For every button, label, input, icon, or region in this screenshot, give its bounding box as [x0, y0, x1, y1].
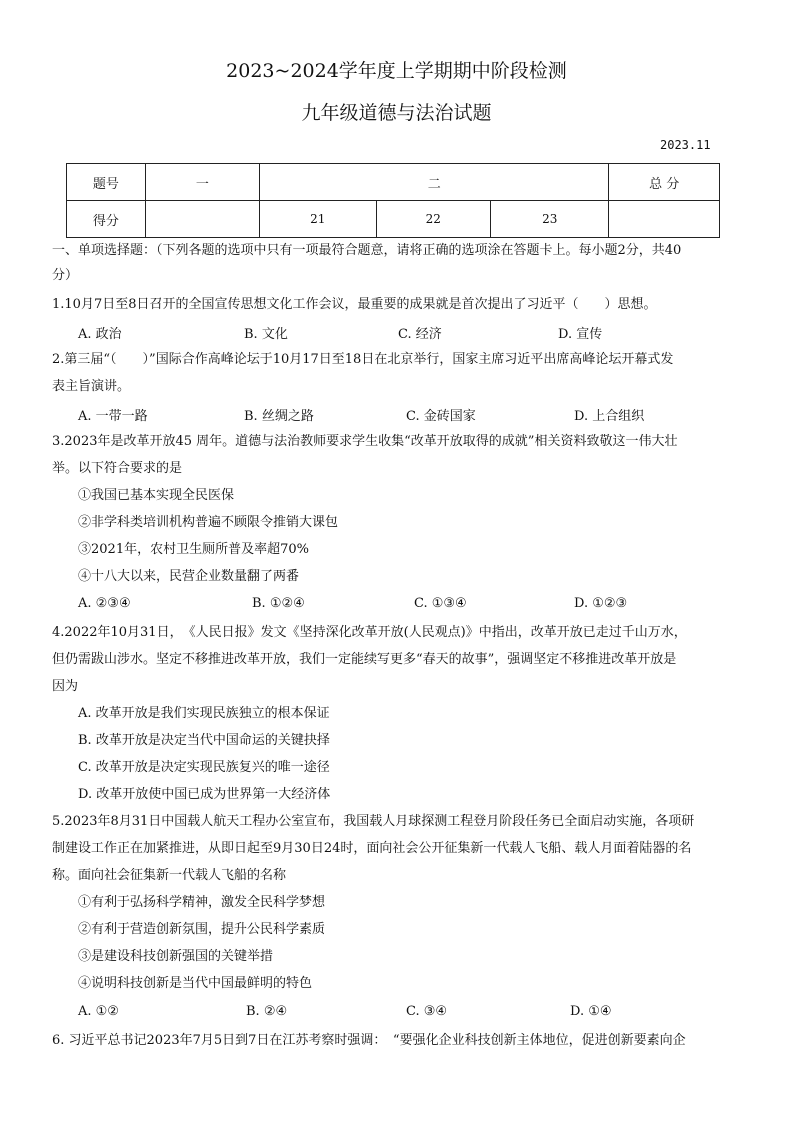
question-2-stem-cont: 表主旨演讲。: [52, 379, 131, 394]
q5-statement-2: ②有利于营造创新氛围，提升公民科学素质: [78, 922, 326, 937]
score-cell-part1-score[interactable]: [145, 201, 259, 238]
q3-option-d[interactable]: D. ①②③: [574, 596, 628, 611]
q2-option-c[interactable]: C. 金砖国家: [406, 409, 476, 424]
score-cell-part2: 二: [260, 164, 609, 201]
q5-option-b[interactable]: B. ②④: [246, 1004, 288, 1019]
q2-option-b[interactable]: B. 丝绸之路: [244, 409, 314, 424]
q5-option-d[interactable]: D. ①④: [570, 1004, 612, 1019]
score-table-score-row: [67, 201, 720, 238]
exam-date: 2023.11: [660, 138, 711, 152]
question-4-stem: 4.2022年10月31日， 《人民日报》发文《坚持深化改革开放(人民观点)》中指出，改革开放已走过千山万水，: [52, 625, 687, 640]
score-table-header-row: [67, 164, 720, 201]
q4-option-d[interactable]: D. 改革开放使中国已成为世界第一大经济体: [78, 787, 331, 802]
q3-statement-1: ①我国已基本实现全民医保: [78, 488, 235, 503]
score-cell-score-label: 得分: [67, 201, 146, 238]
question-4-stem-end: 因为: [52, 679, 79, 694]
q2-option-d[interactable]: D. 上合组织: [574, 409, 645, 424]
question-4-stem-cont: 但仍需跋山涉水。坚定不移推进改革开放，我们一定能续写更多“春天的故事”，强调坚定不移推进改革开放是: [52, 652, 677, 667]
exam-title: 2023~2024学年度上学期期中阶段检测: [226, 60, 567, 82]
score-table: [66, 163, 720, 238]
q5-option-c[interactable]: C. ③④: [406, 1004, 448, 1019]
question-6-stem: 6. 习近平总书记2023年7月5日到7日在江苏考察时强调： “要强化企业科技创新主体地位，促进创新要素向企: [52, 1033, 686, 1048]
q3-statement-4: ④十八大以来，民营企业数量翻了两番: [78, 569, 300, 584]
question-2-stem: 2.第三届“（ ）”国际合作高峰论坛于10月17日至18日在北京举行，国家主席习近平出席高峰论坛开幕式发: [52, 352, 674, 367]
score-cell-q23: 23: [491, 201, 609, 238]
score-cell-total-score[interactable]: [609, 201, 720, 238]
question-1-stem: 1.10月7日至8日召开的全国宣传思想文化工作会议，最重要的成果就是首次提出了习近平（ ）思想。: [52, 297, 657, 312]
question-5-stem-end: 称。面向社会征集新一代载人飞船的名称: [52, 868, 287, 883]
q3-option-b[interactable]: B. ①②④: [252, 596, 305, 611]
section-heading-cont: 分）: [52, 268, 79, 283]
question-5-stem: 5.2023年8月31日中国载人航天工程办公室宣布，我国载人月球探测工程登月阶段任务已全面启动实施，各项研: [52, 814, 695, 829]
exam-subtitle: 九年级道德与法治试题: [301, 102, 492, 124]
q5-statement-3: ③是建设科技创新强国的关键举措: [78, 949, 274, 964]
score-cell-part1: 一: [145, 164, 259, 201]
q3-option-a[interactable]: A. ②③④: [78, 596, 131, 611]
section-heading: 一、单项选择题：（下列各题的选项中只有一项最符合题意，请将正确的选项涂在答题卡上。每小题2分，共40: [52, 243, 682, 258]
score-cell-total: 总 分: [609, 164, 720, 201]
q5-statement-1: ①有利于弘扬科学精神，激发全民科学梦想: [78, 895, 326, 910]
question-3-stem-cont: 举。以下符合要求的是: [52, 461, 183, 476]
question-5-stem-cont: 制建设工作正在加紧推进，从即日起至9月30日24时，面向社会公开征集新一代载人飞船、载人月面着陆器的名: [52, 841, 692, 856]
q1-option-b[interactable]: B. 文化: [244, 327, 288, 342]
question-3-stem: 3.2023年是改革开放45 周年。道德与法治教师要求学生收集“改革开放取得的成就”相关资料致敬这一伟大壮: [52, 434, 678, 449]
q1-option-c[interactable]: C. 经济: [398, 327, 442, 342]
q1-option-a[interactable]: A. 政治: [78, 327, 122, 342]
score-cell-label: 题号: [67, 164, 146, 201]
q4-option-c[interactable]: C. 改革开放是决定实现民族复兴的唯一途径: [78, 760, 330, 775]
q4-option-a[interactable]: A. 改革开放是我们实现民族独立的根本保证: [78, 706, 330, 721]
score-cell-q22: 22: [376, 201, 490, 238]
q3-statement-2: ②非学科类培训机构普遍不顾限令推销大课包: [78, 515, 339, 530]
q5-option-a[interactable]: A. ①②: [78, 1004, 119, 1019]
q3-option-c[interactable]: C. ①③④: [414, 596, 467, 611]
q4-option-b[interactable]: B. 改革开放是决定当代中国命运的关键抉择: [78, 733, 330, 748]
q2-option-a[interactable]: A. 一带一路: [78, 409, 148, 424]
q1-option-d[interactable]: D. 宣传: [558, 327, 603, 342]
score-cell-q21: 21: [260, 201, 376, 238]
q3-statement-3: ③2021年，农村卫生厕所普及率超70%: [78, 542, 309, 557]
q5-statement-4: ④说明科技创新是当代中国最鲜明的特色: [78, 976, 313, 991]
